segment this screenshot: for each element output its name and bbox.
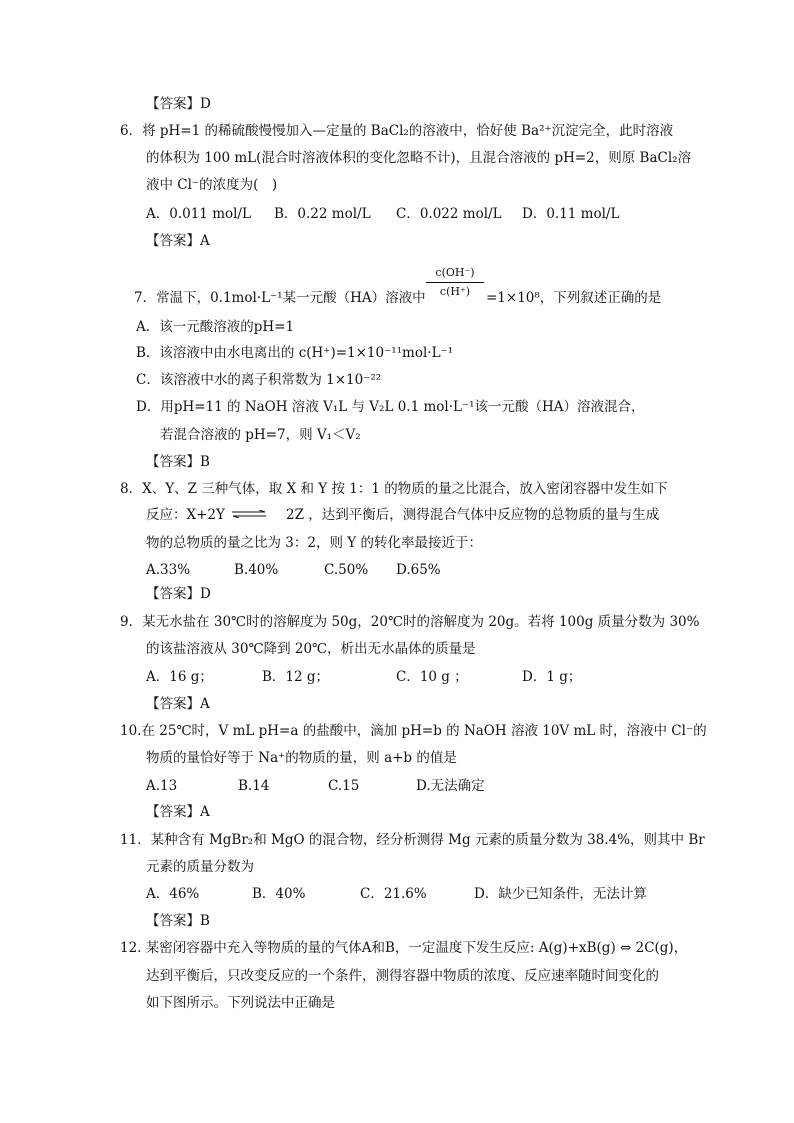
fraction-denominator: c(H⁺) <box>439 285 471 298</box>
option-c: C．21.6% <box>360 886 427 902</box>
option-c: C．10 g ； <box>396 669 468 685</box>
option-a: A.33% <box>146 562 191 578</box>
question-7-stem: 7．常温下，0.1mol·L⁻¹某一元酸（HA）溶液中 <box>134 290 426 306</box>
option-d: D．0.11 mol/L <box>522 206 620 222</box>
question-8-line-2a: 反应：X+2Y <box>146 507 225 523</box>
option-b: B.14 <box>238 778 270 794</box>
equilibrium-arrow-icon <box>232 510 266 518</box>
question-7-option-d: D．用pH=11 的 NaOH 溶液 V₁L 与 V₂L 0.1 mol·L⁻¹该一元酸（HA）溶液混合， <box>136 399 645 415</box>
question-7-option-a: A．该一元酸溶液的pH=1 <box>136 319 295 335</box>
question-8-line-3: 物的总物质的量之比为 3：2，则 Y 的转化率最接近于： <box>146 535 482 551</box>
question-6-line-3: 液中 Cl⁻的浓度为( ) <box>146 177 278 193</box>
fraction-numerator: c(OH⁻) <box>426 266 484 283</box>
question-7-option-d-cont: 若混合溶液的 pH=7，则 V₁＜V₂ <box>160 427 361 443</box>
question-7-stem-end: =1×10⁸，下列叙述正确的是 <box>486 290 662 306</box>
answer-q5: 【答案】D <box>146 96 211 112</box>
question-11-line-2: 元素的质量分数为 <box>146 859 254 875</box>
question-10-line-1: 10.在 25℃时，V mL pH=a 的盐酸中，滴加 pH=b 的 NaOH 溶液 10V mL 时，溶液中 Cl⁻的 <box>120 723 707 739</box>
answer-q9: 【答案】A <box>146 696 210 712</box>
question-9-line-2: 的该盐溶液从 30℃降到 20℃，析出无水晶体的质量是 <box>146 641 476 657</box>
option-d: D.65% <box>396 562 441 578</box>
answer-q6: 【答案】A <box>146 233 210 249</box>
answer-q7: 【答案】B <box>146 454 210 470</box>
option-a: A.13 <box>146 778 178 794</box>
option-b: B．40% <box>252 886 306 902</box>
answer-q11: 【答案】B <box>146 913 210 929</box>
question-7-option-c: C．该溶液中水的离子积常数为 1×10⁻²² <box>136 372 382 388</box>
question-6-line-2: 的体积为 100 mL(混合时溶液体积的变化忽略不计)，且混合溶液的 pH=2，则原 BaCl₂溶 <box>146 150 692 166</box>
option-a: A．46% <box>146 886 200 902</box>
question-12-line-3: 如下图所示。下列说法中正确是 <box>146 995 335 1011</box>
answer-q10: 【答案】A <box>146 804 210 820</box>
option-a: A．0.011 mol/L <box>146 206 251 222</box>
option-b: B.40% <box>234 562 279 578</box>
question-9-line-1: 9．某无水盐在 30℃时的溶解度为 50g，20℃时的溶解度为 20g。若将 100g 质量分数为 30% <box>120 614 700 630</box>
option-d: D．缺少已知条件，无法计算 <box>474 886 647 902</box>
question-7-option-b: B．该溶液中由水电离出的 c(H⁺)=1×10⁻¹¹mol·L⁻¹ <box>136 345 454 361</box>
option-d: D.无法确定 <box>416 778 485 794</box>
question-12-line-1: 12. 某密闭容器中充入等物质的量的气体A和B，一定温度下发生反应: A(g)+xB(g) ⇔ 2C(g)， <box>120 940 688 956</box>
question-8-line-1: 8．X、Y、Z 三种气体，取 X 和 Y 按 1：1 的物质的量之比混合，放入密闭容器中发生如下 <box>120 481 668 497</box>
option-b: B．12 g； <box>262 669 330 685</box>
concentration-ratio-fraction <box>426 266 484 299</box>
question-6-line-1: 6．将 pH=1 的稀硫酸慢慢加入—定量的 BaCl₂的溶液中，恰好使 Ba²⁺沉淀完全，此时溶液 <box>120 123 674 139</box>
option-a: A．16 g； <box>146 669 213 685</box>
question-8-line-2b: 2Z ，达到平衡后，测得混合气体中反应物的总物质的量与生成 <box>286 507 660 523</box>
option-c: C.15 <box>328 778 360 794</box>
answer-q8: 【答案】D <box>146 586 211 602</box>
option-d: D．1 g； <box>522 669 582 685</box>
option-c: C．0.022 mol/L <box>396 206 502 222</box>
question-11-line-1: 11．某种含有 MgBr₂和 MgO 的混合物，经分析测得 Mg 元素的质量分数为 38.4%，则其中 Br <box>120 832 705 848</box>
question-10-line-2: 物质的量恰好等于 Na⁺的物质的量，则 a+b 的值是 <box>146 750 457 766</box>
option-c: C.50% <box>324 562 369 578</box>
option-b: B．0.22 mol/L <box>274 206 371 222</box>
question-12-line-2: 达到平衡后，只改变反应的一个条件，测得容器中物质的浓度、反应速率随时间变化的 <box>146 968 659 984</box>
